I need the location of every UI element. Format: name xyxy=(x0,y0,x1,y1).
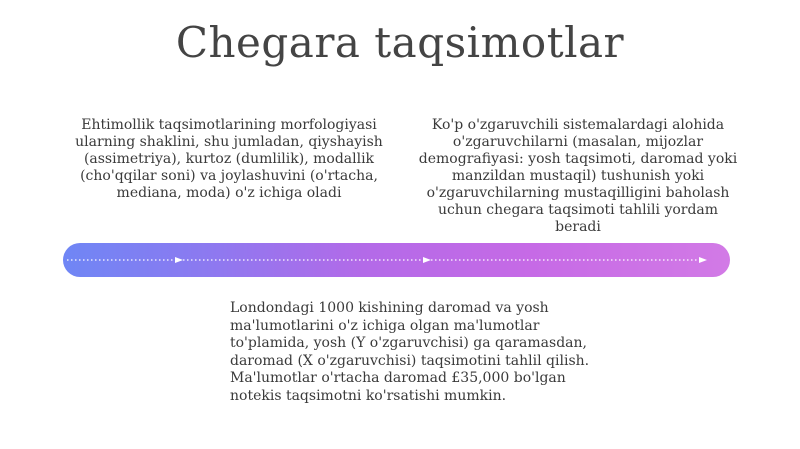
arrowhead-icon xyxy=(175,257,183,263)
note-example: Londondagi 1000 kishining daromad va yosh ma'lumotlarini o'z ichiga olgan ma'lumotlar to'plamida, yosh (Y o'zgaruvchisi) ga qaramasdan, daromad (X o'zgaruvchisi) taqsimotini tahlil qilish. Ma'lumotlar o'rtacha daromad £35,000 bo'lgan notekis taqsimotni ko'rsatishi mumkin. xyxy=(230,300,590,404)
arrowhead-icon xyxy=(423,257,431,263)
arrowhead-icon xyxy=(699,257,707,263)
slide-title: Chegara taqsimotlar xyxy=(175,18,625,67)
note-morphology: Ehtimollik taqsimotlarining morfologiyasi ularning shaklini, shu jumladan, qiyshayish (assimetriya), kurtoz (dumlilik), modallik (cho'qqilar soni) va joylashuvini (o'rtacha, mediana, moda) o'z ichiga oladi xyxy=(75,117,383,201)
timeline-arrows xyxy=(63,243,730,277)
note-marginal-analysis: Ko'p o'zgaruvchili sistemalardagi alohida o'zgaruvchilarni (masalan, mijozlar demografiyasi: yosh taqsimoti, daromad yoki manzildan mustaqil) tushunish yoki o'zgaruvchilarning mustaqilligini baholash uchun chegara taqsimoti tahlili yordam beradi xyxy=(418,117,738,235)
